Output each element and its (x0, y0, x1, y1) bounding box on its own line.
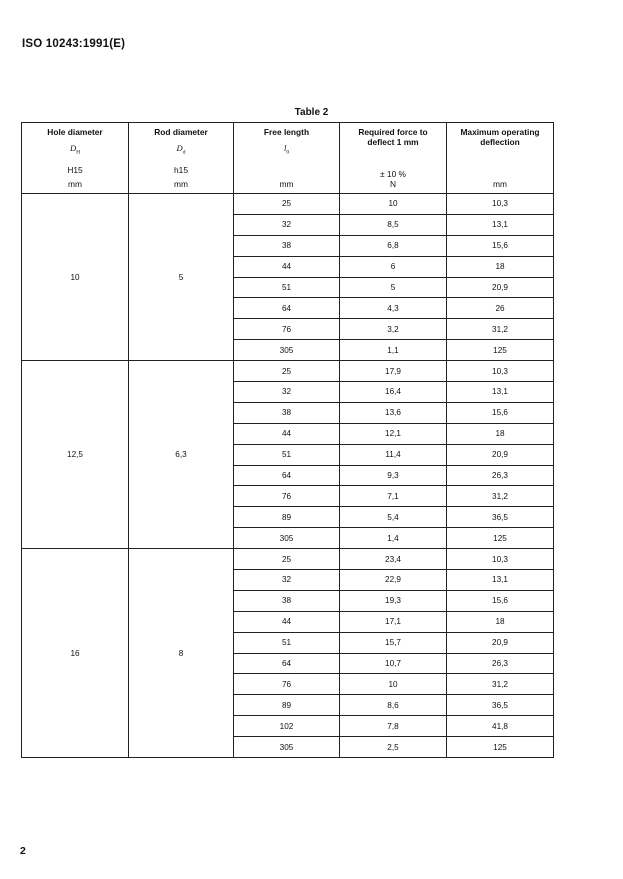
deflection-cell: 18 (447, 256, 554, 277)
force-cell: 8,6 (340, 695, 447, 716)
free-length-cell: 51 (234, 444, 340, 465)
force-cell: 13,6 (340, 402, 447, 423)
column-title: Required force to deflect 1 mm (358, 127, 428, 147)
deflection-cell: 31,2 (447, 486, 554, 507)
force-cell: 11,4 (340, 444, 447, 465)
force-cell: 6,8 (340, 235, 447, 256)
free-length-cell: 32 (234, 382, 340, 403)
deflection-cell: 10,3 (447, 549, 554, 570)
column-unit: mm (68, 179, 82, 189)
free-length-cell: 38 (234, 235, 340, 256)
free-length-cell: 76 (234, 486, 340, 507)
force-cell: 22,9 (340, 570, 447, 591)
header-free-length (234, 123, 340, 194)
column-title: Hole diameter (47, 127, 103, 137)
header-rod-diameter (129, 123, 234, 194)
deflection-cell: 26 (447, 298, 554, 319)
deflection-cell: 13,1 (447, 214, 554, 235)
free-length-cell: 38 (234, 590, 340, 611)
column-unit-tolerance: ± 10 % (379, 169, 406, 179)
spring-table (21, 122, 554, 758)
table-caption: Table 2 (294, 107, 329, 118)
column-title: Maximum operating deflection (460, 127, 540, 147)
force-cell: 7,8 (340, 716, 447, 737)
deflection-cell: 18 (447, 611, 554, 632)
force-cell: 4,3 (340, 298, 447, 319)
free-length-cell: 89 (234, 695, 340, 716)
header-max-deflection (447, 123, 554, 194)
free-length-cell: 305 (234, 528, 340, 549)
deflection-cell: 26,3 (447, 653, 554, 674)
free-length-cell: 76 (234, 319, 340, 340)
deflection-cell: 13,1 (447, 382, 554, 403)
hole-diameter-cell: 10 (22, 194, 129, 361)
force-cell: 10 (340, 674, 447, 695)
force-cell: 10 (340, 194, 447, 215)
column-unit: mm (279, 179, 294, 189)
force-cell: 12,1 (340, 423, 447, 444)
force-cell: 1,1 (340, 340, 447, 361)
deflection-cell: 41,8 (447, 716, 554, 737)
table-row (22, 361, 554, 382)
table-body (22, 194, 554, 758)
column-title: Free length (263, 127, 310, 137)
free-length-cell: 51 (234, 277, 340, 298)
free-length-cell: 25 (234, 549, 340, 570)
deflection-cell: 36,5 (447, 695, 554, 716)
force-cell: 6 (340, 256, 447, 277)
force-cell: 3,2 (340, 319, 447, 340)
free-length-cell: 102 (234, 716, 340, 737)
free-length-cell: 89 (234, 507, 340, 528)
column-symbol: $l_0$ (283, 143, 290, 156)
force-cell: 1,4 (340, 528, 447, 549)
force-cell: 7,1 (340, 486, 447, 507)
page-number: 2 (20, 845, 26, 857)
deflection-cell: 18 (447, 423, 554, 444)
free-length-cell: 25 (234, 194, 340, 215)
column-unit-tolerance: h15 (174, 165, 188, 175)
force-cell: 9,3 (340, 465, 447, 486)
rod-diameter-cell: 6,3 (129, 361, 234, 549)
deflection-cell: 31,2 (447, 674, 554, 695)
free-length-cell: 25 (234, 361, 340, 382)
force-cell: 5,4 (340, 507, 447, 528)
table-row (22, 194, 554, 215)
force-cell: 17,1 (340, 611, 447, 632)
deflection-cell: 20,9 (447, 277, 554, 298)
free-length-cell: 44 (234, 256, 340, 277)
table-header-row (22, 123, 554, 194)
column-unit: N (389, 179, 397, 189)
deflection-cell: 10,3 (447, 194, 554, 215)
header-hole-diameter (22, 123, 129, 194)
free-length-cell: 44 (234, 423, 340, 444)
document-code: ISO 10243:1991(E) (22, 38, 126, 50)
force-cell: 19,3 (340, 590, 447, 611)
deflection-cell: 13,1 (447, 570, 554, 591)
free-length-cell: 38 (234, 402, 340, 423)
column-unit: mm (493, 179, 507, 189)
free-length-cell: 32 (234, 570, 340, 591)
force-cell: 5 (340, 277, 447, 298)
free-length-cell: 76 (234, 674, 340, 695)
rod-diameter-cell: 8 (129, 549, 234, 758)
deflection-cell: 15,6 (447, 235, 554, 256)
force-cell: 23,4 (340, 549, 447, 570)
deflection-cell: 20,9 (447, 632, 554, 653)
deflection-cell: 20,9 (447, 444, 554, 465)
table-row (22, 549, 554, 570)
deflection-cell: 125 (447, 340, 554, 361)
column-unit-tolerance: H15 (67, 165, 83, 175)
column-symbol: $D_d$ (176, 143, 186, 156)
rod-diameter-cell: 5 (129, 194, 234, 361)
free-length-cell: 305 (234, 340, 340, 361)
free-length-cell: 64 (234, 653, 340, 674)
force-cell: 15,7 (340, 632, 447, 653)
column-unit: mm (174, 179, 188, 189)
deflection-cell: 26,3 (447, 465, 554, 486)
deflection-cell: 125 (447, 528, 554, 549)
hole-diameter-cell: 16 (22, 549, 129, 758)
deflection-cell: 10,3 (447, 361, 554, 382)
column-title: Rod diameter (154, 127, 208, 137)
free-length-cell: 305 (234, 737, 340, 758)
deflection-cell: 15,6 (447, 402, 554, 423)
free-length-cell: 32 (234, 214, 340, 235)
column-symbol: $D_H$ (69, 143, 81, 156)
deflection-cell: 36,5 (447, 507, 554, 528)
force-cell: 8,5 (340, 214, 447, 235)
free-length-cell: 51 (234, 632, 340, 653)
deflection-cell: 125 (447, 737, 554, 758)
force-cell: 10,7 (340, 653, 447, 674)
force-cell: 17,9 (340, 361, 447, 382)
hole-diameter-cell: 12,5 (22, 361, 129, 549)
deflection-cell: 31,2 (447, 319, 554, 340)
free-length-cell: 64 (234, 298, 340, 319)
header-required-force (340, 123, 447, 194)
force-cell: 16,4 (340, 382, 447, 403)
deflection-cell: 15,6 (447, 590, 554, 611)
force-cell: 2,5 (340, 737, 447, 758)
free-length-cell: 64 (234, 465, 340, 486)
free-length-cell: 44 (234, 611, 340, 632)
